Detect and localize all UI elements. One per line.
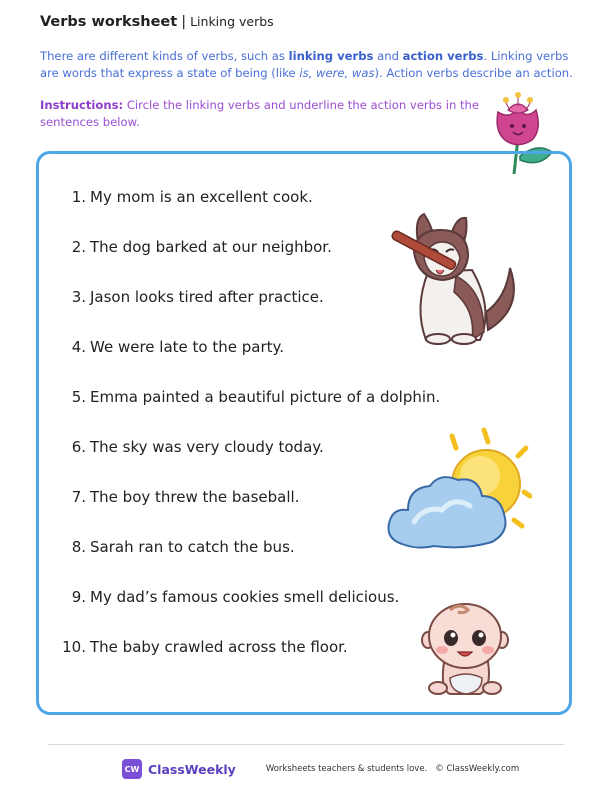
brand-name: ClassWeekly [148, 761, 236, 777]
sentence-number: 7. [71, 488, 86, 506]
sentence-number: 8. [71, 538, 86, 556]
sentence-number: 9. [71, 588, 86, 606]
sentence-number: 3. [71, 288, 86, 306]
sentence-text: My dad’s famous cookies smell delicious. [90, 588, 400, 606]
intro-text-1: There are different kinds of verbs, such as [40, 49, 289, 63]
intro-bold-action: action verbs [402, 49, 484, 63]
sentence-number: 5. [71, 388, 86, 406]
intro-text-4: ). Action verbs describe an action. [374, 66, 573, 80]
sentence-item [56, 236, 440, 286]
sentence-item [56, 486, 440, 536]
sentence-item [56, 586, 440, 636]
sentence-text: The dog barked at our neighbor. [90, 238, 332, 256]
sentence-item [56, 636, 440, 686]
sentence-text: Sarah ran to catch the bus. [90, 538, 295, 556]
sentence-text: Jason looks tired after practice. [90, 288, 324, 306]
footer-copyright: © ClassWeekly.com [435, 764, 520, 774]
sentence-number: 4. [71, 338, 86, 356]
sentence-number: 1. [71, 188, 86, 206]
footer-divider [48, 744, 564, 745]
worksheet-subtitle: Linking verbs [190, 14, 274, 29]
intro-bold-linking: linking verbs [288, 49, 374, 63]
worksheet-title: Verbs worksheet [40, 14, 178, 30]
sentence-text: The baby crawled across the floor. [90, 638, 348, 656]
sentence-item [56, 436, 440, 486]
instructions-label: Instructions: [40, 98, 124, 112]
intro-paragraph [40, 48, 580, 82]
footer-tagline: Worksheets teachers & students love. [265, 764, 428, 774]
intro-text-3: . Linking verbs are words that express a state of being (like [40, 49, 569, 80]
classweekly-logo-icon: CW [122, 759, 142, 779]
instructions [40, 97, 480, 131]
sentence-number: 10. [62, 638, 86, 656]
dog-illustration [384, 212, 526, 348]
sentence-item [56, 536, 440, 586]
sentence-text: We were late to the party. [90, 338, 284, 356]
header-separator: | [181, 14, 187, 30]
sentence-number: 6. [71, 438, 86, 456]
baby-illustration [420, 600, 512, 698]
sentence-item [56, 186, 440, 236]
sentence-text: The boy threw the baseball. [90, 488, 300, 506]
sentence-number: 2. [71, 238, 86, 256]
instructions-text: Circle the linking verbs and underline the action verbs in the sentences below. [40, 98, 480, 129]
intro-text-2: and [373, 49, 403, 63]
sentence-item [56, 386, 440, 436]
worksheet-header [40, 14, 274, 30]
sentence-text: My mom is an excellent cook. [90, 188, 313, 206]
intro-examples: is, were, was [299, 66, 375, 80]
sentence-item [56, 336, 440, 386]
sentence-text: Emma painted a beautiful picture of a dolphin. [90, 388, 441, 406]
footer [122, 758, 519, 780]
sentence-list [56, 186, 440, 686]
sentence-text: The sky was very cloudy today. [90, 438, 324, 456]
sentence-item [56, 286, 440, 336]
sun-cloud-illustration [384, 426, 532, 552]
